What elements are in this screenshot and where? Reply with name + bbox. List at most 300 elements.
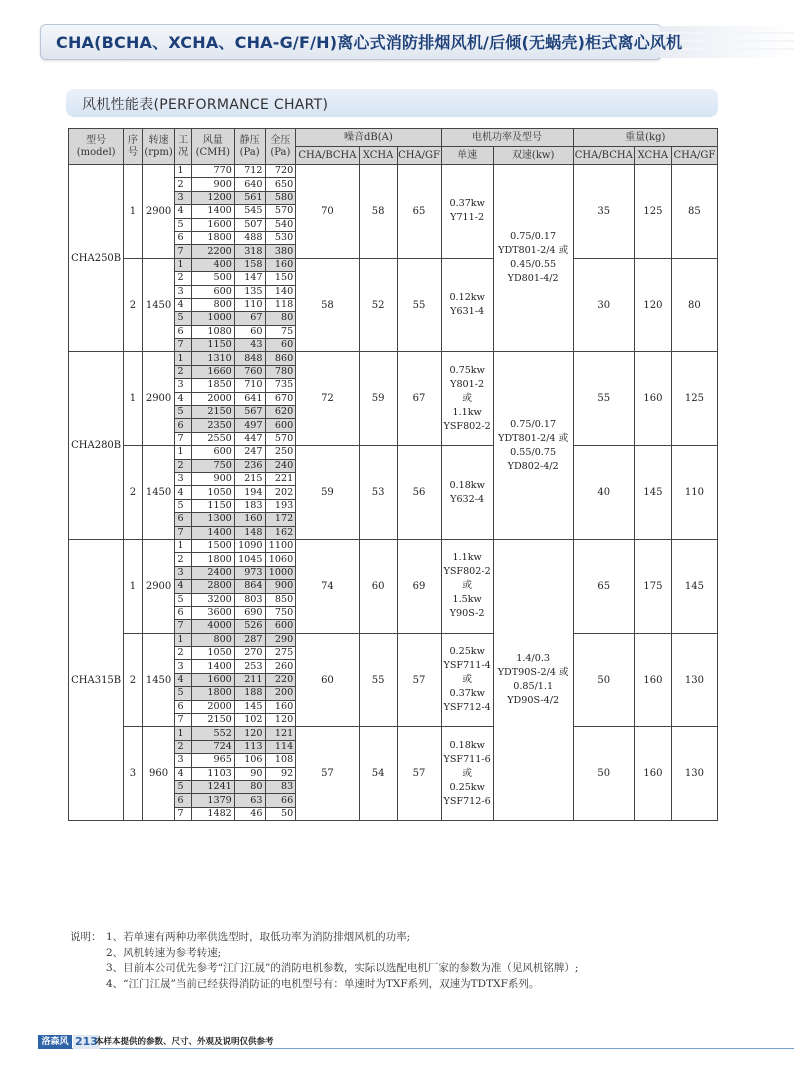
flow-cell: 400	[191, 258, 234, 271]
table-row	[69, 539, 718, 552]
flow-cell: 1850	[191, 379, 234, 392]
total-pressure-cell: 172	[265, 513, 296, 526]
flow-cell: 1400	[191, 205, 234, 218]
static-pressure-cell: 641	[234, 392, 265, 405]
weight-xcha: 160	[634, 352, 671, 446]
motor-line: 0.37kw	[449, 198, 485, 210]
static-pressure-cell: 640	[234, 178, 265, 191]
condition-cell: 5	[175, 406, 191, 419]
noise-xcha: 54	[359, 727, 397, 821]
total-pressure-cell: 120	[265, 714, 296, 727]
motor-line: 0.75/0.17	[510, 231, 557, 243]
weight-cha: 50	[573, 727, 634, 821]
condition-cell: 1	[175, 446, 191, 459]
footer-disclaimer: 本样本提供的参数、尺寸、外观及说明仅供参考	[95, 1037, 274, 1047]
condition-cell: 1	[175, 539, 191, 552]
flow-cell: 500	[191, 272, 234, 285]
flow-cell: 1379	[191, 794, 234, 807]
total-pressure-cell: 600	[265, 419, 296, 432]
weight-xcha: 125	[634, 165, 671, 259]
static-pressure-cell: 158	[234, 258, 265, 271]
seq-number: 3	[124, 727, 142, 821]
speed-rpm: 1450	[142, 633, 175, 727]
total-pressure-cell: 150	[265, 272, 296, 285]
condition-cell: 6	[175, 794, 191, 807]
noise-cha: 74	[296, 539, 359, 633]
static-pressure-cell: 567	[234, 406, 265, 419]
total-pressure-cell: 75	[265, 325, 296, 338]
condition-cell: 6	[175, 606, 191, 619]
static-pressure-cell: 102	[234, 714, 265, 727]
motor-dual	[493, 539, 573, 820]
condition-cell: 2	[175, 178, 191, 191]
flow-cell: 1500	[191, 539, 234, 552]
total-pressure-cell: 850	[265, 593, 296, 606]
flow-cell: 770	[191, 165, 234, 178]
condition-cell: 3	[175, 754, 191, 767]
motor-line: 0.18kw	[449, 739, 485, 751]
static-pressure-cell: 46	[234, 807, 265, 820]
flow-cell: 2350	[191, 419, 234, 432]
motor-line: 0.85/1.1	[513, 681, 554, 693]
condition-cell: 7	[175, 620, 191, 633]
noise-chagf: 69	[397, 539, 441, 633]
notes	[70, 930, 578, 992]
header-static-pressure: 静压 (Pa)	[234, 129, 265, 165]
motor-line: 或	[462, 767, 472, 779]
static-pressure-cell: 113	[234, 740, 265, 753]
condition-cell: 2	[175, 459, 191, 472]
static-pressure-cell: 488	[234, 231, 265, 244]
condition-cell: 2	[175, 647, 191, 660]
static-pressure-cell: 80	[234, 780, 265, 793]
total-pressure-cell: 108	[265, 754, 296, 767]
motor-line: 1.1kw	[452, 406, 482, 418]
speed-rpm: 2900	[142, 165, 175, 259]
total-pressure-cell: 60	[265, 339, 296, 352]
flow-cell: 750	[191, 459, 234, 472]
flow-cell: 2200	[191, 245, 234, 258]
condition-cell: 6	[175, 325, 191, 338]
motor-line: YD90S-4/2	[507, 695, 560, 707]
speed-rpm: 960	[142, 727, 175, 821]
total-pressure-cell: 900	[265, 580, 296, 593]
weight-cha: 65	[573, 539, 634, 633]
total-pressure-cell: 735	[265, 379, 296, 392]
total-pressure-cell: 570	[265, 205, 296, 218]
flow-cell: 4000	[191, 620, 234, 633]
header-seq: 序 号	[124, 129, 142, 165]
noise-xcha: 58	[359, 165, 397, 259]
total-pressure-cell: 275	[265, 647, 296, 660]
condition-cell: 1	[175, 727, 191, 740]
header-noise: 噪音dB(A)	[296, 129, 441, 147]
flow-cell: 1310	[191, 352, 234, 365]
header-model: 型号 (model)	[69, 129, 124, 165]
condition-cell: 6	[175, 231, 191, 244]
static-pressure-cell: 110	[234, 298, 265, 311]
weight-cha: 55	[573, 352, 634, 446]
total-pressure-cell: 1000	[265, 566, 296, 579]
flow-cell: 1150	[191, 499, 234, 512]
flow-cell: 3200	[191, 593, 234, 606]
motor-line: YSF711-6	[443, 753, 491, 765]
total-pressure-cell: 160	[265, 700, 296, 713]
weight-chagf: 125	[671, 352, 717, 446]
motor-line: 0.45/0.55	[510, 259, 557, 271]
table-row	[69, 727, 718, 740]
flow-cell: 1600	[191, 673, 234, 686]
condition-cell: 3	[175, 472, 191, 485]
total-pressure-cell: 570	[265, 432, 296, 445]
static-pressure-cell: 90	[234, 767, 265, 780]
weight-xcha: 120	[634, 258, 671, 352]
performance-table-body	[69, 165, 718, 821]
static-pressure-cell: 120	[234, 727, 265, 740]
flow-cell: 800	[191, 633, 234, 646]
weight-cha: 40	[573, 446, 634, 540]
total-pressure-cell: 620	[265, 406, 296, 419]
header-condition: 工 况	[175, 129, 191, 165]
condition-cell: 7	[175, 339, 191, 352]
total-pressure-cell: 193	[265, 499, 296, 512]
flow-cell: 2550	[191, 432, 234, 445]
model-name: CHA280B	[69, 352, 124, 539]
total-pressure-cell: 162	[265, 526, 296, 539]
static-pressure-cell: 145	[234, 700, 265, 713]
condition-cell: 4	[175, 392, 191, 405]
weight-xcha: 175	[634, 539, 671, 633]
table-row	[69, 258, 718, 271]
condition-cell: 4	[175, 298, 191, 311]
total-pressure-cell: 380	[265, 245, 296, 258]
static-pressure-cell: 1045	[234, 553, 265, 566]
condition-cell: 1	[175, 258, 191, 271]
motor-line: 0.75kw	[449, 364, 485, 376]
motor-line: YSF802-2	[443, 566, 491, 578]
total-pressure-cell: 118	[265, 298, 296, 311]
total-pressure-cell: 650	[265, 178, 296, 191]
weight-cha: 30	[573, 258, 634, 352]
seq-number: 2	[124, 258, 142, 352]
weight-chagf: 145	[671, 539, 717, 633]
noise-cha: 57	[296, 727, 359, 821]
noise-chagf: 67	[397, 352, 441, 446]
footer-brand: 洛森风机	[38, 1035, 72, 1049]
weight-xcha: 160	[634, 633, 671, 727]
total-pressure-cell: 750	[265, 606, 296, 619]
header-speed: 转速 (rpm)	[142, 129, 175, 165]
note-item: 1、若单速有两种功率供选型时，取低功率为消防排烟风机的功率;	[106, 931, 411, 943]
header-weight-xcha: XCHA	[634, 147, 671, 165]
static-pressure-cell: 43	[234, 339, 265, 352]
motor-line: YD802-4/2	[507, 460, 559, 472]
performance-table	[68, 128, 718, 821]
motor-line: 0.37kw	[449, 688, 485, 700]
condition-cell: 4	[175, 580, 191, 593]
static-pressure-cell: 147	[234, 272, 265, 285]
weight-xcha: 145	[634, 446, 671, 540]
weight-xcha: 160	[634, 727, 671, 821]
motor-single	[441, 727, 493, 821]
total-pressure-cell: 66	[265, 794, 296, 807]
static-pressure-cell: 526	[234, 620, 265, 633]
total-pressure-cell: 540	[265, 218, 296, 231]
noise-xcha: 55	[359, 633, 397, 727]
total-pressure-cell: 200	[265, 687, 296, 700]
static-pressure-cell: 561	[234, 191, 265, 204]
weight-cha: 50	[573, 633, 634, 727]
total-pressure-cell: 260	[265, 660, 296, 673]
condition-cell: 5	[175, 687, 191, 700]
model-name: CHA250B	[69, 165, 124, 352]
static-pressure-cell: 67	[234, 312, 265, 325]
motor-line: 1.4/0.3	[516, 653, 551, 665]
motor-line: Y711-2	[450, 212, 485, 224]
flow-cell: 1103	[191, 767, 234, 780]
static-pressure-cell: 864	[234, 580, 265, 593]
condition-cell: 7	[175, 245, 191, 258]
flow-cell: 1000	[191, 312, 234, 325]
motor-line: 0.25kw	[449, 646, 485, 658]
total-pressure-cell: 92	[265, 767, 296, 780]
total-pressure-cell: 250	[265, 446, 296, 459]
total-pressure-cell: 1060	[265, 553, 296, 566]
flow-cell: 1150	[191, 339, 234, 352]
total-pressure-cell: 220	[265, 673, 296, 686]
model-name: CHA315B	[69, 539, 124, 820]
flow-cell: 3600	[191, 606, 234, 619]
noise-xcha: 53	[359, 446, 397, 540]
seq-number: 1	[124, 165, 142, 259]
page-number: 213	[75, 1035, 98, 1048]
flow-cell: 600	[191, 446, 234, 459]
noise-chagf: 55	[397, 258, 441, 352]
seq-number: 2	[124, 633, 142, 727]
header-weight-cha: CHA/BCHA	[573, 147, 634, 165]
flow-cell: 2000	[191, 392, 234, 405]
seq-number: 1	[124, 539, 142, 633]
flow-cell: 965	[191, 754, 234, 767]
static-pressure-cell: 211	[234, 673, 265, 686]
static-pressure-cell: 148	[234, 526, 265, 539]
motor-dual	[493, 352, 573, 539]
motor-line: Y801-2	[450, 378, 485, 390]
total-pressure-cell: 50	[265, 807, 296, 820]
header-motor-single: 单速	[441, 147, 493, 165]
motor-single	[441, 258, 493, 352]
speed-rpm: 2900	[142, 539, 175, 633]
seq-number: 2	[124, 446, 142, 540]
flow-cell: 2150	[191, 714, 234, 727]
static-pressure-cell: 183	[234, 499, 265, 512]
condition-cell: 2	[175, 740, 191, 753]
static-pressure-cell: 447	[234, 432, 265, 445]
motor-single	[441, 165, 493, 259]
notes-lead: 说明：	[70, 931, 102, 943]
motor-line: YSF712-6	[443, 795, 491, 807]
static-pressure-cell: 236	[234, 459, 265, 472]
total-pressure-cell: 114	[265, 740, 296, 753]
motor-line: YDT90S-2/4 或	[497, 667, 569, 679]
condition-cell: 5	[175, 218, 191, 231]
section-title: 风机性能表(PERFORMANCE CHART)	[82, 97, 329, 113]
speed-rpm: 1450	[142, 258, 175, 352]
flow-cell: 2150	[191, 406, 234, 419]
table-row	[69, 165, 718, 178]
static-pressure-cell: 497	[234, 419, 265, 432]
static-pressure-cell: 188	[234, 687, 265, 700]
condition-cell: 5	[175, 780, 191, 793]
condition-cell: 7	[175, 432, 191, 445]
flow-cell: 900	[191, 472, 234, 485]
flow-cell: 1080	[191, 325, 234, 338]
table-row	[69, 352, 718, 365]
motor-line: 或	[462, 580, 472, 592]
motor-line: Y631-4	[450, 306, 485, 318]
total-pressure-cell: 860	[265, 352, 296, 365]
condition-cell: 4	[175, 767, 191, 780]
header-weight-chagf: CHA/GF	[671, 147, 717, 165]
flow-cell: 2400	[191, 566, 234, 579]
static-pressure-cell: 690	[234, 606, 265, 619]
noise-xcha: 60	[359, 539, 397, 633]
condition-cell: 3	[175, 285, 191, 298]
condition-cell: 4	[175, 673, 191, 686]
condition-cell: 5	[175, 499, 191, 512]
condition-cell: 2	[175, 365, 191, 378]
static-pressure-cell: 1090	[234, 539, 265, 552]
noise-chagf: 57	[397, 633, 441, 727]
static-pressure-cell: 253	[234, 660, 265, 673]
weight-chagf: 110	[671, 446, 717, 540]
noise-xcha: 52	[359, 258, 397, 352]
static-pressure-cell: 194	[234, 486, 265, 499]
flow-cell: 1482	[191, 807, 234, 820]
condition-cell: 6	[175, 419, 191, 432]
weight-chagf: 130	[671, 633, 717, 727]
condition-cell: 2	[175, 553, 191, 566]
condition-cell: 1	[175, 633, 191, 646]
motor-line: 或	[462, 674, 472, 686]
header-motor: 电机功率及型号	[441, 129, 573, 147]
flow-cell: 900	[191, 178, 234, 191]
flow-cell: 1600	[191, 218, 234, 231]
weight-cha: 35	[573, 165, 634, 259]
motor-line: 0.55/0.75	[510, 446, 557, 458]
weight-chagf: 130	[671, 727, 717, 821]
static-pressure-cell: 215	[234, 472, 265, 485]
flow-cell: 1800	[191, 687, 234, 700]
total-pressure-cell: 670	[265, 392, 296, 405]
condition-cell: 1	[175, 352, 191, 365]
motor-dual	[493, 165, 573, 352]
flow-cell: 552	[191, 727, 234, 740]
header-flow: 风量 (CMH)	[191, 129, 234, 165]
total-pressure-cell: 290	[265, 633, 296, 646]
table-row	[69, 633, 718, 646]
condition-cell: 7	[175, 714, 191, 727]
total-pressure-cell: 140	[265, 285, 296, 298]
page-title: CHA(BCHA、XCHA、CHA-G/F/H)离心式消防排烟风机/后倾(无蜗壳)柜式离心风机	[56, 33, 683, 52]
motor-line: YSF712-4	[443, 702, 491, 714]
condition-cell: 4	[175, 486, 191, 499]
flow-cell: 1400	[191, 526, 234, 539]
noise-cha: 70	[296, 165, 359, 259]
total-pressure-cell: 780	[265, 365, 296, 378]
static-pressure-cell: 247	[234, 446, 265, 459]
total-pressure-cell: 121	[265, 727, 296, 740]
flow-cell: 1241	[191, 780, 234, 793]
static-pressure-cell: 318	[234, 245, 265, 258]
weight-chagf: 85	[671, 165, 717, 259]
seq-number: 1	[124, 352, 142, 446]
flow-cell: 1300	[191, 513, 234, 526]
condition-cell: 2	[175, 272, 191, 285]
motor-line: YD801-4/2	[507, 273, 559, 285]
condition-cell: 3	[175, 379, 191, 392]
motor-line: 1.5kw	[452, 594, 482, 606]
note-item: 3、目前本公司优先参考“江门江晟”的消防电机参数，实际以选配电机厂家的参数为准（见风机铭牌）;	[106, 962, 579, 974]
motor-line: 1.1kw	[452, 552, 482, 564]
static-pressure-cell: 270	[234, 647, 265, 660]
flow-cell: 1800	[191, 231, 234, 244]
condition-cell: 6	[175, 513, 191, 526]
condition-cell: 4	[175, 205, 191, 218]
flow-cell: 1660	[191, 365, 234, 378]
condition-cell: 3	[175, 191, 191, 204]
condition-cell: 5	[175, 593, 191, 606]
static-pressure-cell: 507	[234, 218, 265, 231]
flow-cell: 724	[191, 740, 234, 753]
motor-single	[441, 633, 493, 727]
total-pressure-cell: 202	[265, 486, 296, 499]
total-pressure-cell: 720	[265, 165, 296, 178]
table-row	[69, 446, 718, 459]
motor-line: Y632-4	[450, 493, 485, 505]
noise-cha: 58	[296, 258, 359, 352]
flow-cell: 800	[191, 298, 234, 311]
total-pressure-cell: 83	[265, 780, 296, 793]
weight-chagf: 80	[671, 258, 717, 352]
speed-rpm: 2900	[142, 352, 175, 446]
static-pressure-cell: 710	[234, 379, 265, 392]
static-pressure-cell: 287	[234, 633, 265, 646]
condition-cell: 3	[175, 566, 191, 579]
header-noise-cha: CHA/BCHA	[296, 147, 359, 165]
static-pressure-cell: 803	[234, 593, 265, 606]
static-pressure-cell: 135	[234, 285, 265, 298]
flow-cell: 2000	[191, 700, 234, 713]
static-pressure-cell: 848	[234, 352, 265, 365]
motor-line: 或	[462, 392, 472, 404]
header-total-pressure: 全压 (Pa)	[265, 129, 296, 165]
motor-single	[441, 446, 493, 540]
header-noise-xcha: XCHA	[359, 147, 397, 165]
static-pressure-cell: 60	[234, 325, 265, 338]
header-weight: 重量(kg)	[573, 129, 717, 147]
noise-chagf: 56	[397, 446, 441, 540]
static-pressure-cell: 106	[234, 754, 265, 767]
motor-line: YDT801-2/4 或	[498, 245, 569, 257]
static-pressure-cell: 712	[234, 165, 265, 178]
condition-cell: 1	[175, 165, 191, 178]
total-pressure-cell: 600	[265, 620, 296, 633]
flow-cell: 1050	[191, 486, 234, 499]
noise-cha: 60	[296, 633, 359, 727]
noise-chagf: 65	[397, 165, 441, 259]
total-pressure-cell: 221	[265, 472, 296, 485]
